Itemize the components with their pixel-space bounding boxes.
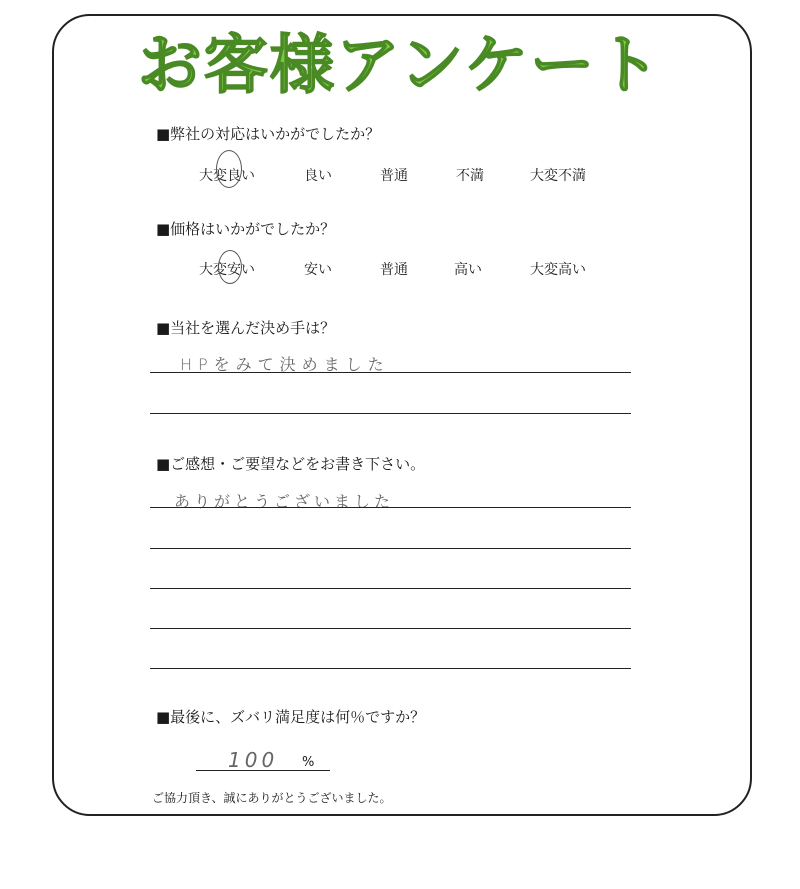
selected-circle-mark (218, 250, 242, 284)
question-comments: ■ご感想・ご要望などをお書き下さい。 (156, 455, 426, 473)
option-unsatisfied[interactable]: 不満 (456, 168, 484, 184)
option-cheap[interactable]: 安い (304, 262, 332, 278)
percent-sign: % (302, 755, 315, 770)
answer-line (196, 770, 330, 771)
survey-title: お客様アンケート (137, 29, 663, 103)
thanks-note: ご協力頂き、誠にありがとうございました。 (152, 791, 392, 805)
handwritten-answer: ありがとうございました (174, 492, 395, 511)
answer-line (150, 413, 631, 414)
question-satisfaction: ■最後に、ズバリ満足度は何％ですか？ (156, 708, 426, 726)
answer-line (150, 372, 631, 373)
question-deciding-factor: ■当社を選んだ決め手は？ (156, 319, 336, 337)
option-normal[interactable]: 普通 (380, 262, 408, 278)
handwritten-answer: HPをみて決めました (180, 355, 390, 374)
option-very-good[interactable]: 大変良い (199, 168, 255, 184)
answer-line (150, 668, 631, 669)
option-very-cheap[interactable]: 大変安い (199, 262, 255, 278)
selected-circle-mark (216, 150, 242, 188)
answer-line (150, 588, 631, 589)
question-service: ■弊社の対応はいかがでしたか？ (156, 125, 381, 143)
question-price: ■価格はいかがでしたか？ (156, 220, 336, 238)
answer-line (150, 548, 631, 549)
answer-line (150, 507, 631, 508)
answer-line (150, 628, 631, 629)
option-expensive[interactable]: 高い (454, 262, 482, 278)
handwritten-percentage: 100 (228, 748, 279, 772)
option-good[interactable]: 良い (304, 168, 332, 184)
option-very-unsatisfied[interactable]: 大変不満 (530, 168, 586, 184)
option-very-expensive[interactable]: 大変高い (530, 262, 586, 278)
option-normal[interactable]: 普通 (380, 168, 408, 184)
